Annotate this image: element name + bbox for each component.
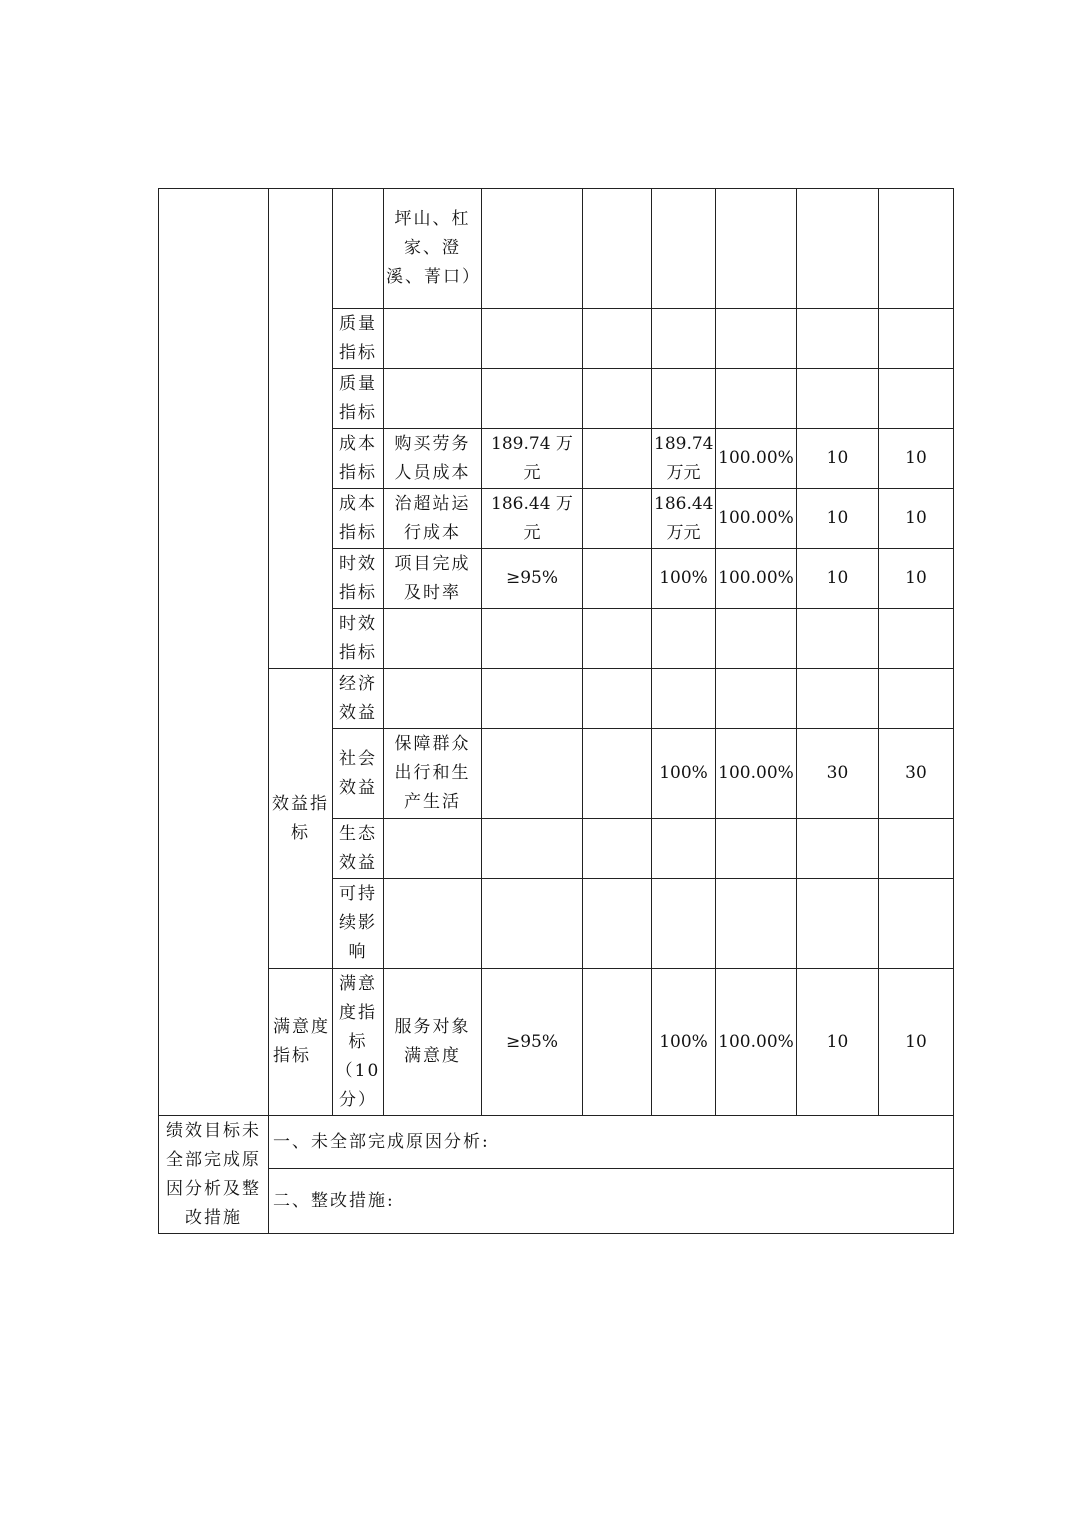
score-cell: 10 xyxy=(879,429,954,489)
blank-cell xyxy=(583,609,652,669)
weight-cell: 10 xyxy=(797,549,879,609)
weight-cell xyxy=(797,609,879,669)
completion-rate-cell xyxy=(716,669,797,729)
metric-cell: 保障群众出行和生产生活 xyxy=(384,729,482,819)
weight-cell: 10 xyxy=(797,969,879,1116)
sub-indicator-cell: 时效指标 xyxy=(333,549,384,609)
actual-cell xyxy=(652,609,716,669)
score-cell xyxy=(879,819,954,879)
target-cell xyxy=(482,669,583,729)
completion-rate-cell: 100.00% xyxy=(716,729,797,819)
actual-cell: 100% xyxy=(652,969,716,1116)
sub-indicator-cell: 满意度指标（10分） xyxy=(333,969,384,1116)
footer-analysis-cell: 一、未全部完成原因分析: xyxy=(269,1116,954,1169)
table-row xyxy=(159,189,954,309)
score-cell xyxy=(879,669,954,729)
actual-cell xyxy=(652,819,716,879)
blank-cell xyxy=(583,729,652,819)
weight-cell xyxy=(797,669,879,729)
target-cell xyxy=(482,609,583,669)
target-cell: ≥95% xyxy=(482,549,583,609)
indicator-group-cell: 满意度指标 xyxy=(269,969,333,1116)
weight-cell xyxy=(797,819,879,879)
completion-rate-cell xyxy=(716,609,797,669)
weight-cell xyxy=(797,879,879,969)
actual-cell: 100% xyxy=(652,729,716,819)
completion-rate-cell xyxy=(716,819,797,879)
sub-indicator-cell xyxy=(333,189,384,309)
table-row xyxy=(159,1116,954,1169)
blank-cell xyxy=(583,429,652,489)
table-row xyxy=(159,669,954,729)
sub-indicator-cell: 可持续影响 xyxy=(333,879,384,969)
sub-indicator-cell: 经济效益 xyxy=(333,669,384,729)
target-cell xyxy=(482,189,583,309)
metric-cell: 服务对象满意度 xyxy=(384,969,482,1116)
blank-cell xyxy=(583,309,652,369)
weight-cell xyxy=(797,189,879,309)
blank-cell xyxy=(583,879,652,969)
actual-cell: 186.44 万元 xyxy=(652,489,716,549)
blank-cell xyxy=(583,489,652,549)
target-cell: 189.74 万元 xyxy=(482,429,583,489)
metric-cell xyxy=(384,309,482,369)
actual-cell: 100% xyxy=(652,549,716,609)
blank-cell xyxy=(583,819,652,879)
blank-indicator-group-cell xyxy=(269,189,333,669)
score-cell xyxy=(879,609,954,669)
metric-cell: 购买劳务人员成本 xyxy=(384,429,482,489)
actual-cell xyxy=(652,669,716,729)
target-cell xyxy=(482,729,583,819)
blank-cell xyxy=(583,369,652,429)
target-cell: 186.44 万元 xyxy=(482,489,583,549)
target-cell xyxy=(482,309,583,369)
actual-cell xyxy=(652,369,716,429)
blank-first-column-cell xyxy=(159,189,269,1116)
score-cell xyxy=(879,879,954,969)
weight-cell: 10 xyxy=(797,489,879,549)
target-cell xyxy=(482,819,583,879)
indicator-group-cell: 效益指标 xyxy=(269,669,333,969)
sub-indicator-cell: 成本指标 xyxy=(333,429,384,489)
weight-cell: 10 xyxy=(797,429,879,489)
blank-cell xyxy=(583,969,652,1116)
actual-cell xyxy=(652,879,716,969)
metric-cell xyxy=(384,819,482,879)
target-cell xyxy=(482,879,583,969)
actual-cell xyxy=(652,309,716,369)
score-cell xyxy=(879,369,954,429)
target-cell xyxy=(482,369,583,429)
weight-cell xyxy=(797,309,879,369)
table-row xyxy=(159,1169,954,1234)
metric-cell: 坪山、杠家、澄溪、菁口） xyxy=(384,189,482,309)
blank-cell xyxy=(583,549,652,609)
sub-indicator-cell: 质量指标 xyxy=(333,309,384,369)
footer-measures-cell: 二、整改措施: xyxy=(269,1169,954,1234)
metric-cell xyxy=(384,669,482,729)
target-cell: ≥95% xyxy=(482,969,583,1116)
metric-cell: 项目完成及时率 xyxy=(384,549,482,609)
completion-rate-cell: 100.00% xyxy=(716,429,797,489)
completion-rate-cell: 100.00% xyxy=(716,969,797,1116)
actual-cell: 189.74 万元 xyxy=(652,429,716,489)
score-cell xyxy=(879,189,954,309)
actual-cell xyxy=(652,189,716,309)
weight-cell: 30 xyxy=(797,729,879,819)
completion-rate-cell xyxy=(716,369,797,429)
score-cell: 30 xyxy=(879,729,954,819)
performance-table xyxy=(158,188,954,1234)
completion-rate-cell: 100.00% xyxy=(716,549,797,609)
metric-cell xyxy=(384,369,482,429)
blank-cell xyxy=(583,189,652,309)
completion-rate-cell xyxy=(716,879,797,969)
completion-rate-cell xyxy=(716,189,797,309)
table-row xyxy=(159,969,954,1116)
metric-cell xyxy=(384,879,482,969)
sub-indicator-cell: 质量指标 xyxy=(333,369,384,429)
score-cell xyxy=(879,309,954,369)
metric-cell: 治超站运行成本 xyxy=(384,489,482,549)
sub-indicator-cell: 时效指标 xyxy=(333,609,384,669)
blank-cell xyxy=(583,669,652,729)
metric-cell xyxy=(384,609,482,669)
sub-indicator-cell: 社会效益 xyxy=(333,729,384,819)
score-cell: 10 xyxy=(879,969,954,1116)
score-cell: 10 xyxy=(879,549,954,609)
sub-indicator-cell: 生态效益 xyxy=(333,819,384,879)
sub-indicator-cell: 成本指标 xyxy=(333,489,384,549)
completion-rate-cell: 100.00% xyxy=(716,489,797,549)
score-cell: 10 xyxy=(879,489,954,549)
completion-rate-cell xyxy=(716,309,797,369)
weight-cell xyxy=(797,369,879,429)
footer-label-cell: 绩效目标未全部完成原因分析及整改措施 xyxy=(159,1116,269,1234)
